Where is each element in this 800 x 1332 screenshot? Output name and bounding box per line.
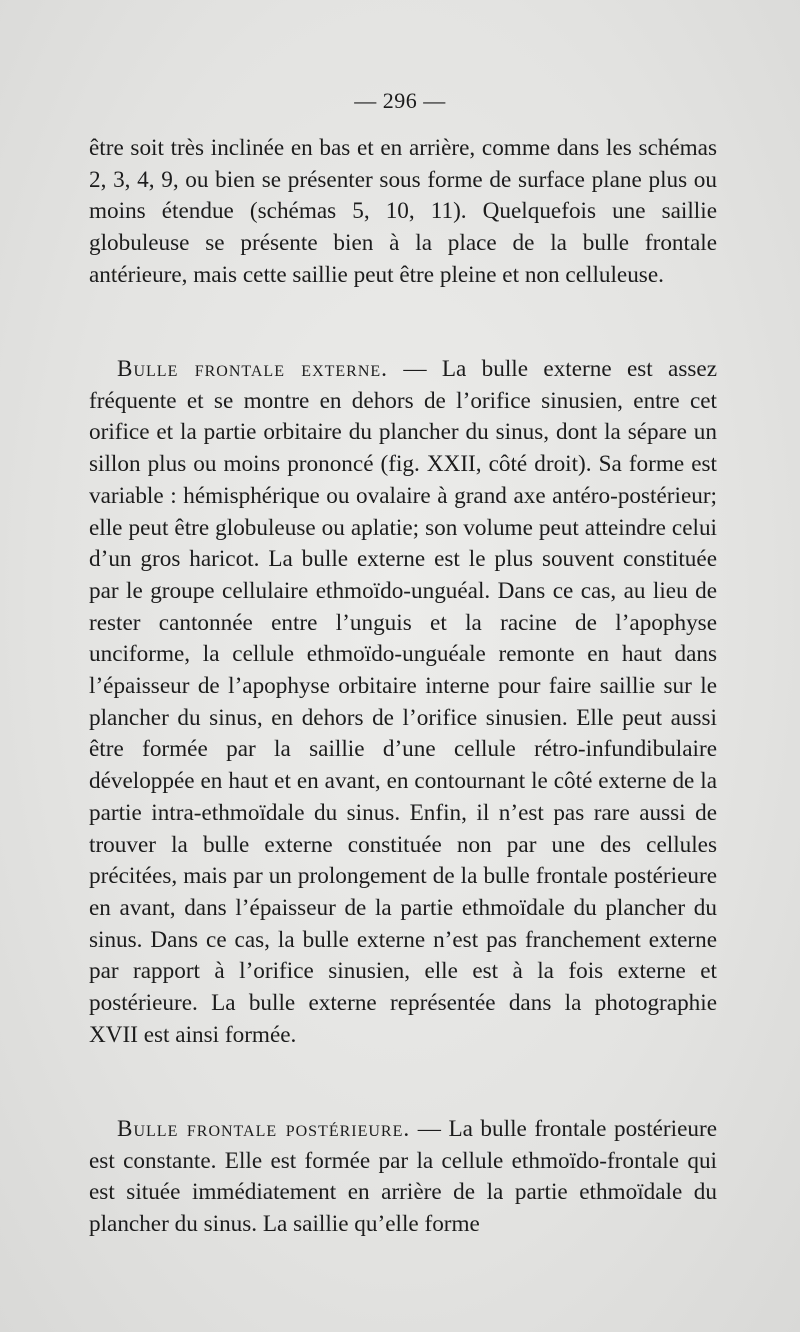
section-heading: Bulle frontale externe. [117, 356, 388, 382]
section-bulle-frontale-externe [89, 354, 717, 1051]
page-number: — 296 — [354, 88, 446, 113]
paragraph-continued [89, 133, 717, 292]
paragraph [89, 354, 717, 1051]
section-bulle-frontale-posterieure [89, 1114, 717, 1241]
paragraph-text: — La bulle frontale postérieure est constante. Elle est formée par la cellule ethmoïdo-frontale qui est située immédiatement en arrière de la partie ethmoïdale du plancher du sinus. La saillie qu’elle forme [89, 1116, 717, 1238]
paragraph-text: — La bulle externe est assez fréquente et se montre en dehors de l’orifice sinusien, entre cet orifice et la partie orbitaire du plancher du sinus, dont la sépare un sillon plus ou moins prononcé (fig. XXII, côté droit). Sa forme est variable : hémisphérique ou ovalaire à grand axe antéro-postérieur; elle peut être globuleuse ou aplatie; son volume peut atteindre celui d’un gros haricot. La bulle externe est le plus souvent constituée par le groupe cellulaire ethmoïdo-unguéal. Dans ce cas, au lieu de rester cantonnée entre l’unguis et la racine de l’apophyse unciforme, la cellule ethmoïdo-unguéale remonte en haut dans l’épaisseur de l’apophyse orbitaire interne pour faire saillie sur le plancher du sinus, en dehors de l’orifice sinusien. Elle peut aussi être formée par la saillie d’une cellule rétro-infundibulaire développée en haut et en avant, en contournant le côté externe de la partie intra-ethmoïdale du sinus. Enfin, il n’est pas rare aussi de trouver la bulle externe constituée non par une des cellules précitées, mais par un prolongement de la bulle frontale postérieure en avant, dans l’épaisseur de la partie ethmoïdale du plancher du sinus. Dans ce cas, la bulle externe n’est pas franchement externe par rapport à l’orifice sinusien, elle est à la fois externe et postérieure. La bulle externe représentée dans la photographie XVII est ainsi formée. [89, 356, 717, 1048]
paragraph-text: être soit très inclinée en bas et en arrière, comme dans les schémas 2, 3, 4, 9, ou bien se présenter sous forme de surface plane plus ou moins étendue (schémas 5, 10, 11). Quelquefois une saillie globuleuse se présente bien à la place de la bulle frontale antérieure, mais cette saillie peut être pleine et non celluleuse. [89, 135, 717, 288]
section-heading: Bulle frontale postérieure. [117, 1116, 411, 1142]
paragraph [89, 1114, 717, 1241]
